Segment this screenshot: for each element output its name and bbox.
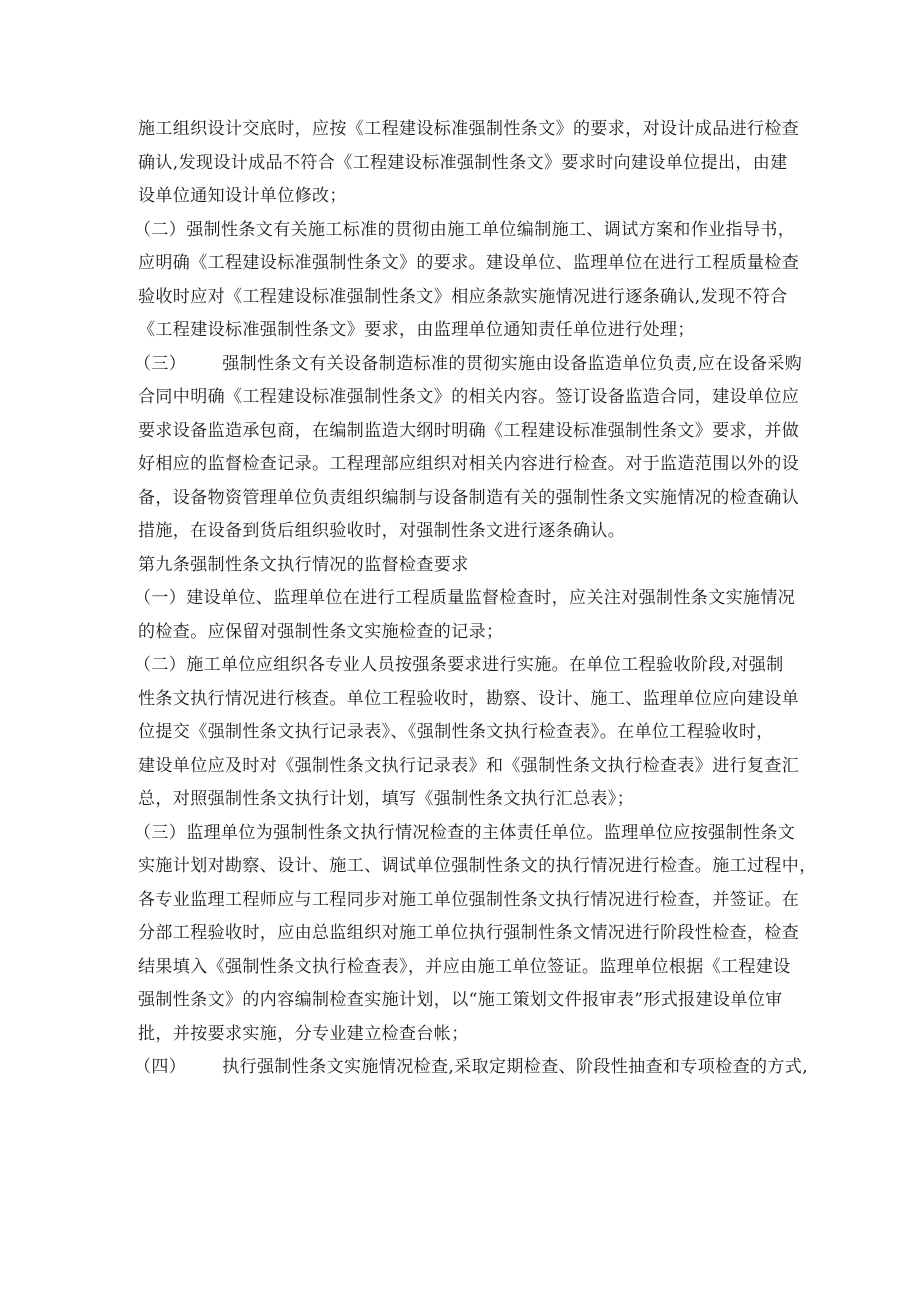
- text-line: （二）强制性条文有关施工标准的贯彻由施工单位编制施工、调试方案和作业指导书，: [134, 219, 796, 240]
- text-line: 位提交《强制性条文执行记录表》、《强制性条文执行检查表》。在单位工程验收时，: [138, 722, 774, 742]
- text-line: 强制性条文》的内容编制检查实施计划，以“施工策划文件报审表”形式报建设单位审: [138, 990, 783, 1010]
- item-text: 执行强制性条文实施情况检查,采取定期检查、阶段性抽查和专项检查的方式,: [222, 1057, 809, 1077]
- section-heading: 第九条强制性条文执行情况的监督检查要求: [138, 554, 469, 575]
- text-line: 应明确《工程建设标准强制性条文》的要求。建设单位、监理单位在进行工程质量检查: [138, 253, 800, 273]
- text-line: 备，设备物资管理单位负责组织编制与设备制造有关的强制性条文实施情况的检查确认: [138, 487, 800, 508]
- text-line: 合同中明确《工程建设标准强制性条文》的相关内容。签订设备监造合同，建设单位应: [138, 387, 800, 407]
- text-line: 施工组织设计交底时，应按《工程建设标准强制性条文》的要求，对设计成品进行检查: [138, 119, 800, 139]
- text-line: 总，对照强制性条文执行计划，填写《强制性条文执行汇总表》；: [138, 789, 635, 809]
- text-line: （一）建设单位、监理单位在进行工程质量监督检查时，应关注对强制性条文实施情况: [134, 588, 796, 608]
- text-line: 好相应的监督检查记录。工程理部应组织对相关内容进行检查。对于监造范围以外的设: [138, 454, 800, 474]
- text-line: 建设单位应及时对《强制性条文执行记录表》和《强制性条文执行检查表》进行复查汇: [138, 755, 800, 776]
- text-line: [134, 1051, 809, 1085]
- text-line: 性条文执行情况进行核查。单位工程验收时，勘察、设计、施工、监理单位应向建设单: [138, 688, 800, 709]
- text-line: 措施，在设备到货后组织验收时，对强制性条文进行逐条确认。: [138, 521, 626, 541]
- text-line: 分部工程验收时，应由总监组织对施工单位执行强制性条文情况进行阶段性检查，检查: [138, 923, 800, 943]
- text-line: （三）监理单位为强制性条文执行情况检查的主体责任单位。监理单位应按强制性条文: [134, 822, 796, 843]
- text-line: 设单位通知设计单位修改；: [138, 186, 347, 206]
- item-label: （三）: [134, 353, 187, 374]
- text-line: 确认,发现设计成品不符合《工程建设标准强制性条文》要求时向建设单位提出，由建: [138, 152, 788, 173]
- text-line: 要求设备监造承包商，在编制监造大纲时明确《工程建设标准强制性条文》要求，并做: [138, 420, 800, 441]
- document-body: [134, 113, 817, 1085]
- text-line: 各专业监理工程师应与工程同步对施工单位强制性条文执行情况进行检查，并签证。在: [138, 889, 800, 910]
- text-line: 验收时应对《工程建设标准强制性条文》相应条款实施情况进行逐条确认,发现不符合: [138, 286, 788, 307]
- text-line: 结果填入《强制性条文执行检查表》，并应由施工单位签证。监理单位根据《工程建设: [138, 956, 791, 977]
- text-line: [134, 348, 803, 382]
- item-label: （四）: [134, 1057, 187, 1077]
- text-line: 实施计划对勘察、设计、施工、调试单位强制性条文的执行情况进行检查。施工过程中，: [138, 856, 817, 876]
- item-text: 强制性条文有关设备制造标准的贯彻实施由设备监造单位负责,应在设备采购: [222, 353, 803, 374]
- text-line: 批，并按要求实施，分专业建立检查台帐；: [138, 1023, 469, 1044]
- text-line: 的检查。应保留对强制性条文实施检查的记录；: [138, 621, 504, 642]
- text-line: 《工程建设标准强制性条文》要求，由监理单位通知责任单位进行处理；: [138, 320, 695, 340]
- text-line: （二）施工单位应组织各专业人员按强条要求进行实施。在单位工程验收阶段,对强制: [134, 655, 784, 675]
